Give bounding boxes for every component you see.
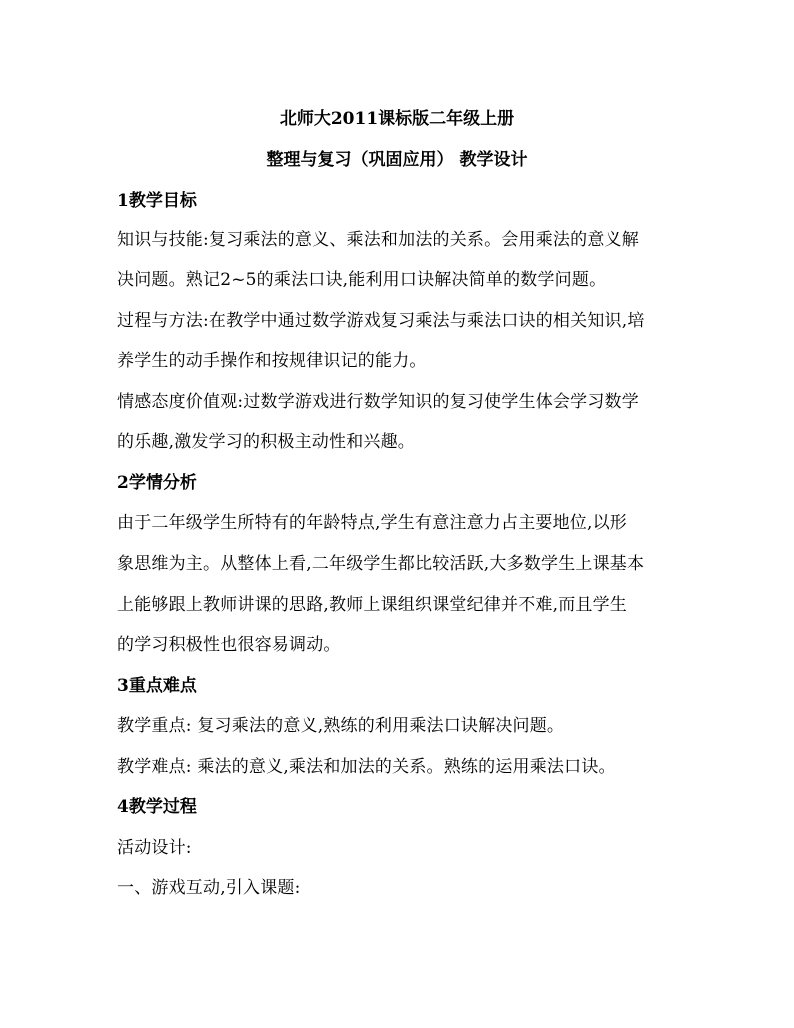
section-heading-key-points: 3重点难点 xyxy=(117,676,197,696)
paragraph-line: 知识与技能:复习乘法的意义、乘法和加法的关系。会用乘法的意义解 xyxy=(117,230,639,250)
paragraph-line: 上能够跟上教师讲课的思路,教师上课组织课堂纪律并不难,而且学生 xyxy=(117,595,628,615)
paragraph-line: 决问题。熟记2~5的乘法口诀,能利用口诀解决简单的数学问题。 xyxy=(117,270,607,290)
paragraph-line: 的乐趣,激发学习的积极主动性和兴趣。 xyxy=(117,432,416,452)
paragraph-line: 情感态度价值观:过数学游戏进行数学知识的复习使学生体会学习数学 xyxy=(117,392,639,412)
paragraph-line: 的学习积极性也很容易调动。 xyxy=(117,635,341,655)
section-heading-analysis: 2学情分析 xyxy=(117,473,197,493)
paragraph-line: 养学生的动手操作和按规律识记的能力。 xyxy=(117,351,427,371)
paragraph-line: 教学重点: 复习乘法的意义,熟练的利用乘法口诀解决问题。 xyxy=(117,716,565,736)
paragraph-line: 活动设计: xyxy=(117,838,192,858)
document-subtitle: 整理与复习（巩固应用） 教学设计 xyxy=(266,150,528,170)
document-title: 北师大2011课标版二年级上册 xyxy=(279,109,515,129)
paragraph-line: 由于二年级学生所特有的年龄特点,学生有意注意力占主要地位,以形 xyxy=(117,513,628,533)
section-heading-objectives: 1教学目标 xyxy=(117,191,197,211)
section-heading-process: 4教学过程 xyxy=(117,797,197,817)
paragraph-line: 过程与方法:在教学中通过数学游戏复习乘法与乘法口诀的相关知识,培 xyxy=(117,311,645,331)
paragraph-line: 象思维为主。从整体上看,二年级学生都比较活跃,大多数学生上课基本 xyxy=(117,554,645,574)
paragraph-line: 教学难点: 乘法的意义,乘法和加法的关系。熟练的运用乘法口诀。 xyxy=(117,757,616,777)
paragraph-line: 一、游戏互动,引入课题: xyxy=(117,878,301,898)
